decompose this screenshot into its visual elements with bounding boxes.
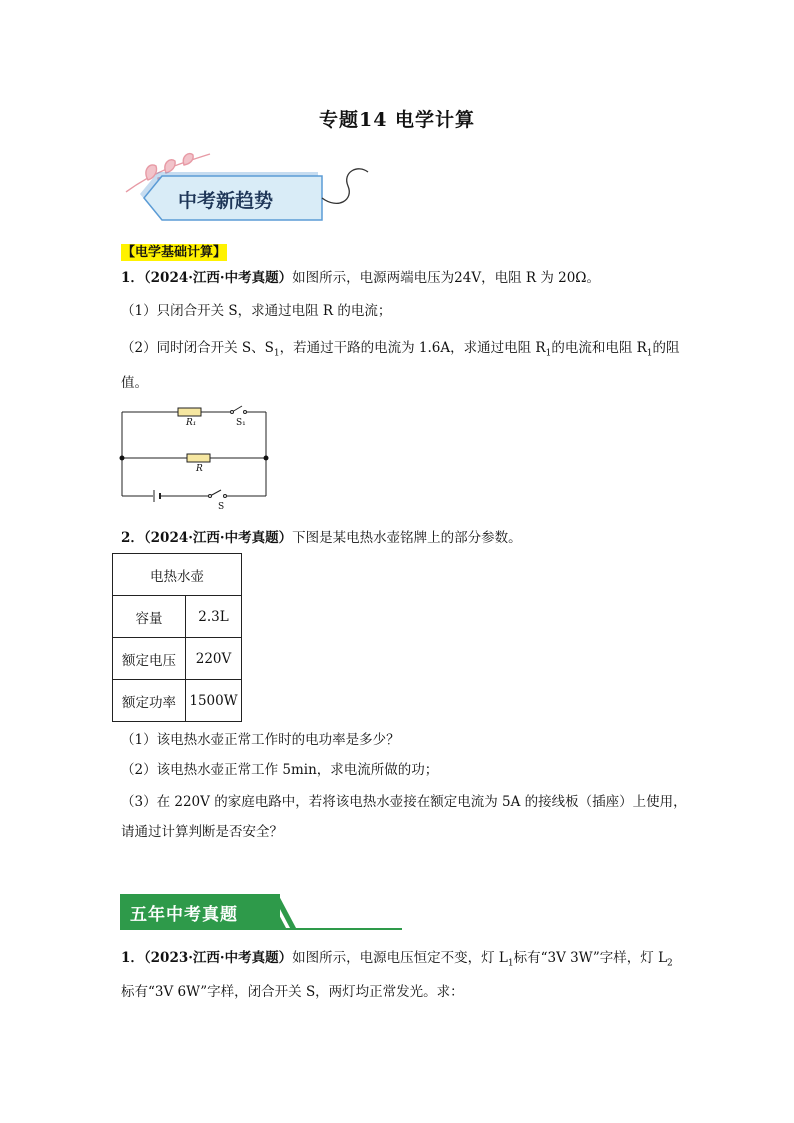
kettle-spec-table [112,553,242,722]
q2-sub3: （3）在 220V 的家庭电路中，若将该电热水壶接在额定电流为 5A 的接线板（插座）上使用， [121,794,687,810]
table-row: 额定功率 1500W [113,680,242,722]
junction-right [264,456,269,461]
stripes-decoration-icon [258,894,302,928]
q1-sub1: （1）只闭合开关 S，求通过电阻 R 的电流； [121,303,392,319]
q3-stem-cont: 标有“3V 6W”字样，闭合开关 S，两灯均正常发光。求： [121,984,464,1000]
table-row: 额定电压 220V [113,638,242,680]
banner-underline [120,928,402,930]
swirl-decoration-icon [322,169,368,204]
q2-sub3-cont: 请通过计算判断是否安全？ [121,824,283,840]
banner-new-trend-label: 中考新趋势 [178,190,274,212]
label-s: S [218,502,225,512]
battery-icon [154,490,160,502]
table-row: 容量 2.3L [113,596,242,638]
banner-five-years-label: 五年中考真题 [130,905,238,925]
switch-s1 [231,406,247,414]
q1-sub2: （2）同时闭合开关 S、$S_1$，若通过干路的电流为 1.6A，求通过电阻 $R_1$的电流和电阻 $R_1$的阻 [121,340,680,359]
section-tag: 【电学基础计算】 [122,245,227,260]
label-r: R [196,464,203,474]
q3-stem: 1．（2023·江西·中考真题）如图所示，电源电压恒定不变，灯 $L_1$标有“3V 3W”字样，灯 $L_2$ [121,950,673,969]
q2-sub1: （1）该电热水壶正常工作时的电功率是多少？ [121,732,400,748]
q1-sub2-cont: 值。 [121,375,148,391]
q2-stem: 2．（2024·江西·中考真题）下图是某电热水壶铭牌上的部分参数。 [121,530,522,546]
resistor-r [187,454,210,462]
resistor-r1 [178,408,201,416]
label-r1: R₁ [186,418,197,428]
q2-sub2: （2）该电热水壶正常工作 5min，求电流所做的功； [121,762,439,778]
label-s1: S₁ [236,418,246,428]
table-header: 电热水壶 [113,554,242,596]
junction-left [120,456,125,461]
page-title: 专题14 电学计算 [318,109,476,131]
q1-stem: 1．（2024·江西·中考真题）如图所示，电源两端电压为24V，电阻 R 为 20Ω。 [121,270,600,286]
switch-s [209,490,227,498]
